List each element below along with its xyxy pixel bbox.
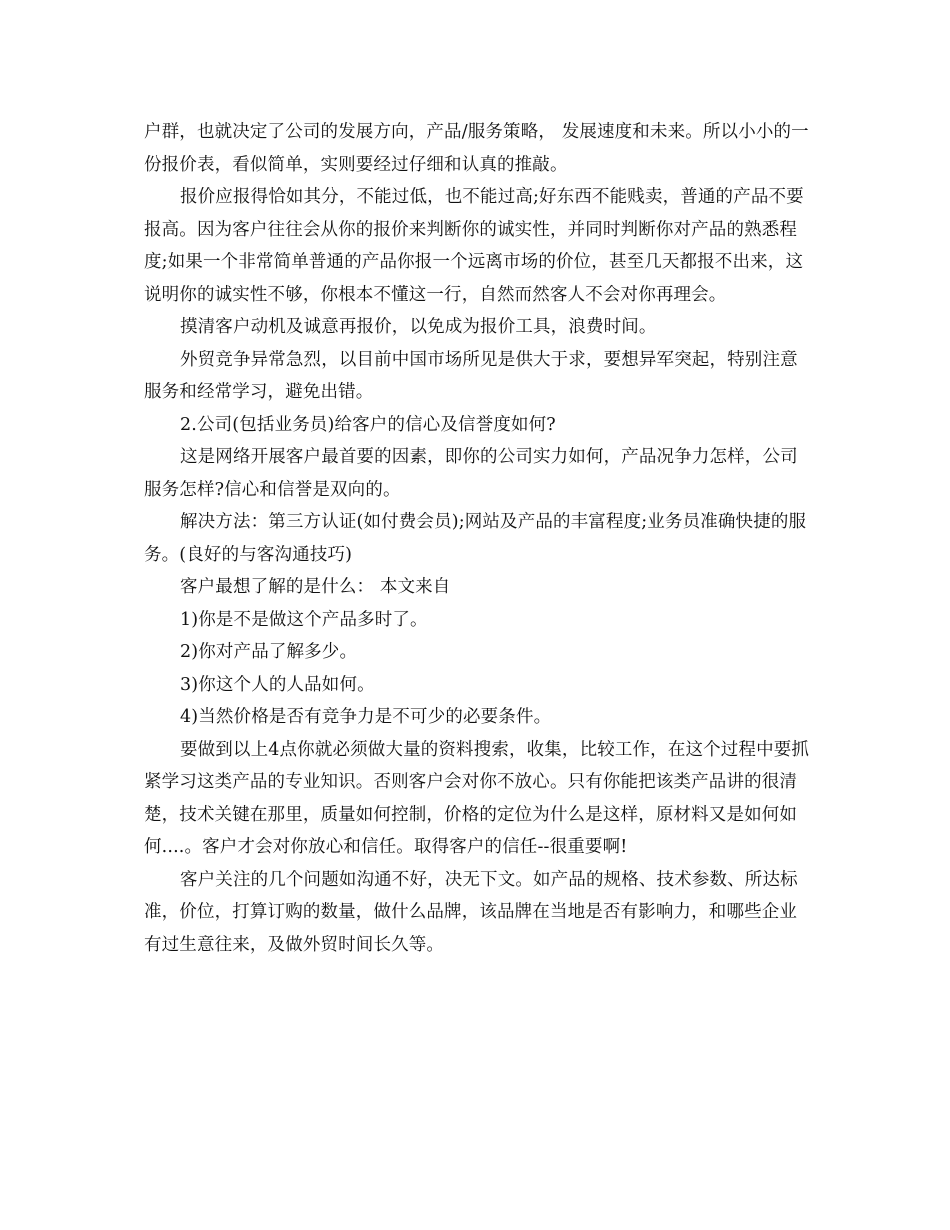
list-item-2: 2)你对产品了解多少。 [180, 642, 358, 662]
paragraph-competition: 外贸竞争异常急烈，以目前中国市场所见是供大于求，要想异军突起，特别注意服务和经常学习，避免出错。 [144, 349, 798, 402]
document-body [144, 116, 812, 961]
paragraph-heading-2: 2.公司(包括业务员)给客户的信心及信誉度如何? [180, 414, 556, 435]
paragraph-pricing-advice: 报价应报得恰如其分，不能过低，也不能过高;好东西不能贱卖，普通的产品不要报高。因为客户往往会从你的报价来判断你的诚实性，并同时判断你对产品的熟悉程度;如果一个非常简单普通的产品你报一个远离市场的价位，甚至几天都报不出来，这说明你的诚实性不够，你根本不懂这一行，自然而然客人不会对你再理会。 [144, 187, 804, 305]
paragraph-research: 要做到以上4点你就必须做大量的资料搜索，收集，比较工作，在这个过程中要抓紧学习这类产品的专业知识。否则客户会对你不放心。只有你能把该类产品讲的很清楚，技术关键在那里，质量如何控制，价格的定位为什么是这样，原材料又是如何如何....。客户才会对你放心和信任。取得客户的信任--很重要啊! [144, 739, 810, 857]
list-item-3: 3)你这个人的人品如何。 [180, 674, 375, 695]
paragraph-client-concerns: 客户关注的几个问题如沟通不好，决无下文。如产品的规格、技术参数、所达标准，价位，打算订购的数量，做什么品牌，该品牌在当地是否有影响力，和哪些企业有过生意往来，及做外贸时间长久等。 [144, 869, 798, 955]
paragraph-client-wants: 客户最想了解的是什么： 本文来自 [180, 577, 451, 597]
paragraph-solution: 解决方法：第三方认证(如付费会员);网站及产品的丰富程度;业务员准确快捷的服务。(良好的与客沟通技巧) [144, 512, 807, 565]
paragraph-intro-continued: 户群，也就决定了公司的发展方向，产品/服务策略， 发展速度和未来。所以小小的一份报价表，看似简单，实则要经过仔细和认真的推敲。 [144, 122, 809, 175]
list-item-4: 4)当然价格是否有竞争力是不可少的必要条件。 [180, 707, 552, 727]
paragraph-client-motive: 摸清客户动机及诚意再报价，以免成为报价工具，浪费时间。 [180, 317, 657, 337]
list-item-1: 1)你是不是做这个产品多时了。 [180, 609, 428, 630]
paragraph-credibility: 这是网络开展客户最首要的因素，即你的公司实力如何，产品况争力怎样，公司服务怎样?信心和信誉是双向的。 [144, 447, 798, 500]
